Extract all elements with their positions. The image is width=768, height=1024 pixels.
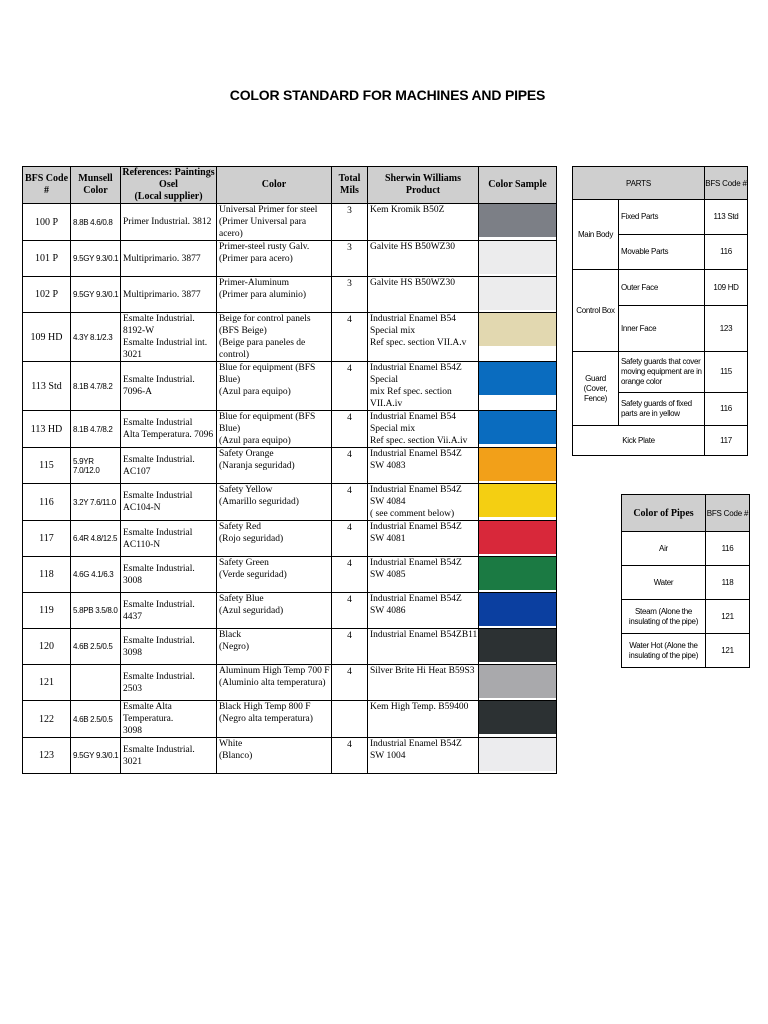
color-line1: Safety Red <box>219 522 261 532</box>
table-row <box>23 241 557 277</box>
sherwin-cell <box>368 362 479 411</box>
color-swatch <box>479 738 556 771</box>
color-swatch <box>479 521 556 554</box>
group-guard: Guard (Cover, Fence) <box>573 352 619 426</box>
color-sample-cell <box>479 362 557 411</box>
mils-cell: 4 <box>332 362 368 411</box>
color-sample-cell <box>479 665 557 701</box>
color-line2: (Aluminio alta temperatura) <box>219 678 326 688</box>
sherwin-line2: mix Ref spec. section VII.A.iv <box>370 387 452 409</box>
color-line2: (Negro alta temperatura) <box>219 714 313 724</box>
color-swatch <box>479 448 556 481</box>
reference-cell <box>121 557 217 593</box>
color-sample-cell <box>479 204 557 241</box>
sherwin-cell <box>368 738 479 774</box>
header-references <box>121 167 217 204</box>
part-label: Outer Face <box>619 270 705 306</box>
color-line1: Beige for control panels (BFS Beige) <box>219 314 311 336</box>
sherwin-cell <box>368 241 479 277</box>
sherwin-line1: Industrial Enamel B54 Special mix <box>370 412 457 434</box>
pipes-header-color: Color of Pipes <box>622 495 706 532</box>
reference-line1: Esmalte Industrial. 3021 <box>123 744 195 767</box>
reference-line1: Esmalte Industrial. 8192-W <box>123 314 195 336</box>
reference-line1: Multiprimario. 3877 <box>123 253 201 264</box>
color-standard-table <box>22 166 557 774</box>
sherwin-line1: Kem Kromik B50Z <box>370 205 445 215</box>
color-line2: (Verde seguridad) <box>219 570 287 580</box>
reference-line1: Esmalte Industrial. 4437 <box>123 599 195 622</box>
header-references-line1: References: Paintings Osel <box>122 167 215 190</box>
munsell-cell: 5.8PB 3.5/8.0 <box>71 593 121 629</box>
color-cell <box>217 204 332 241</box>
header-bfs-code: BFS Code # <box>23 167 71 204</box>
pipes-header-row <box>622 495 750 532</box>
color-line1: Black High Temp 800 F <box>219 702 311 712</box>
munsell-cell: 8.1B 4.7/8.2 <box>71 411 121 448</box>
munsell-cell: 9.5GY 9.3/0.1 <box>71 738 121 774</box>
color-swatch <box>479 557 556 590</box>
parts-header-parts: PARTS <box>573 167 705 200</box>
color-swatch <box>479 362 556 395</box>
color-line1: White <box>219 739 243 749</box>
mils-cell: 4 <box>332 665 368 701</box>
bfs-code-cell: 101 P <box>23 241 71 277</box>
mils-cell: 3 <box>332 241 368 277</box>
part-code: 115 <box>705 352 748 393</box>
reference-line1: Esmalte Alta Temperatura. <box>123 702 174 724</box>
bfs-code-cell: 109 HD <box>23 313 71 362</box>
reference-cell <box>121 411 217 448</box>
mils-cell: 4 <box>332 629 368 665</box>
pipe-label: Water <box>622 566 706 600</box>
color-sample-cell <box>479 484 557 521</box>
mils-cell: 4 <box>332 738 368 774</box>
table-row <box>622 600 750 634</box>
mils-cell: 4 <box>332 411 368 448</box>
reference-line1: Esmalte Industrial. 2503 <box>123 671 195 694</box>
pipe-label: Air <box>622 532 706 566</box>
part-label: Inner Face <box>619 306 705 352</box>
mils-cell: 3 <box>332 277 368 313</box>
color-line1: Primer-Aluminum <box>219 278 289 288</box>
color-sample-cell <box>479 521 557 557</box>
mils-cell: 4 <box>332 448 368 484</box>
bfs-code-cell: 120 <box>23 629 71 665</box>
table-row <box>23 738 557 774</box>
color-cell <box>217 593 332 629</box>
parts-header-row <box>573 167 748 200</box>
table-row <box>622 532 750 566</box>
table-row <box>573 352 748 393</box>
color-line1: Blue for equipment (BFS Blue) <box>219 363 316 385</box>
sherwin-line1: Industrial Enamel B54Z SW 4085 <box>370 558 462 580</box>
reference-cell <box>121 629 217 665</box>
header-munsell: Munsell Color <box>71 167 121 204</box>
sherwin-line2: Ref spec. section Vii.A.iv <box>370 436 468 446</box>
parts-header-bfs: BFS Code # <box>705 167 748 200</box>
reference-cell <box>121 665 217 701</box>
sherwin-line1: Silver Brite Hi Heat B59S3 <box>370 666 475 676</box>
header-color: Color <box>217 167 332 204</box>
color-cell <box>217 521 332 557</box>
reference-cell <box>121 448 217 484</box>
part-code: 116 <box>705 235 748 270</box>
color-line2: (Azul seguridad) <box>219 606 284 616</box>
table-row <box>23 665 557 701</box>
header-sherwin: Sherwin Williams Product <box>368 167 479 204</box>
reference-cell <box>121 313 217 362</box>
sherwin-cell <box>368 411 479 448</box>
color-line2: (Rojo seguridad) <box>219 534 284 544</box>
color-swatch <box>479 593 556 626</box>
part-label: Fixed Parts <box>619 200 705 235</box>
sherwin-line1: Galvite HS B50WZ30 <box>370 242 455 252</box>
table-row <box>622 634 750 668</box>
table-row <box>23 521 557 557</box>
table-row <box>23 701 557 738</box>
color-swatch <box>479 665 556 698</box>
munsell-cell: 3.2Y 7.6/11.0 <box>71 484 121 521</box>
color-line2: (Primer Universal para acero) <box>219 217 307 239</box>
table-row <box>573 200 748 235</box>
reference-line1: Esmalte Industrial. AC107 <box>123 454 195 477</box>
color-sample-cell <box>479 448 557 484</box>
part-label: Safety guards that cover moving equipment are in orange color <box>619 352 705 393</box>
header-sample: Color Sample <box>479 167 557 204</box>
color-line2: (Azul para equipo) <box>219 387 291 397</box>
color-line2: (Amarillo seguridad) <box>219 497 299 507</box>
sherwin-cell <box>368 521 479 557</box>
sherwin-cell <box>368 557 479 593</box>
color-line1: Safety Green <box>219 558 269 568</box>
reference-line1: Esmalte Industrial. 3008 <box>123 563 195 586</box>
munsell-cell: 5.9YR 7.0/12.0 <box>71 448 121 484</box>
bfs-code-cell: 119 <box>23 593 71 629</box>
color-sample-cell <box>479 701 557 738</box>
table-row <box>622 566 750 600</box>
color-sample-cell <box>479 557 557 593</box>
munsell-cell: 9.5GY 9.3/0.1 <box>71 241 121 277</box>
color-cell <box>217 557 332 593</box>
bfs-code-cell: 113 Std <box>23 362 71 411</box>
table-row <box>573 270 748 306</box>
table-row <box>23 313 557 362</box>
munsell-cell: 8.8B 4.6/0.8 <box>71 204 121 241</box>
mils-cell: 4 <box>332 593 368 629</box>
bfs-code-cell: 122 <box>23 701 71 738</box>
pipe-code: 118 <box>706 566 750 600</box>
color-sample-cell <box>479 313 557 362</box>
header-total-mils: Total Mils <box>332 167 368 204</box>
color-swatch <box>479 411 556 444</box>
color-line1: Safety Blue <box>219 594 264 604</box>
reference-cell <box>121 521 217 557</box>
table-row <box>23 204 557 241</box>
reference-cell <box>121 701 217 738</box>
mils-cell: 4 <box>332 313 368 362</box>
table-row <box>23 593 557 629</box>
sherwin-cell <box>368 277 479 313</box>
reference-cell <box>121 277 217 313</box>
color-swatch <box>479 241 556 274</box>
sherwin-line1: Industrial Enamel B54Z SW 4086 <box>370 594 462 616</box>
table-row <box>23 629 557 665</box>
table-row <box>23 277 557 313</box>
munsell-cell: 4.3Y 8.1/2.3 <box>71 313 121 362</box>
reference-cell <box>121 738 217 774</box>
reference-cell <box>121 241 217 277</box>
color-line2: (Negro) <box>219 642 250 652</box>
part-label: Movable Parts <box>619 235 705 270</box>
pipes-rows <box>622 532 750 668</box>
part-code: 123 <box>705 306 748 352</box>
sherwin-cell <box>368 313 479 362</box>
color-swatch <box>479 484 556 517</box>
color-cell <box>217 484 332 521</box>
color-line1: Black <box>219 630 242 640</box>
pipe-code: 116 <box>706 532 750 566</box>
color-standard-rows <box>23 204 557 774</box>
mils-cell: 3 <box>332 204 368 241</box>
pipes-header-bfs: BFS Code # <box>706 495 750 532</box>
mils-cell: 4 <box>332 521 368 557</box>
pipe-label: Steam (Alone the insulating of the pipe) <box>622 600 706 634</box>
bfs-code-cell: 113 HD <box>23 411 71 448</box>
sherwin-cell <box>368 593 479 629</box>
color-sample-cell <box>479 738 557 774</box>
reference-cell <box>121 593 217 629</box>
reference-line1: Multiprimario. 3877 <box>123 289 201 300</box>
group-control-box: Control Box <box>573 270 619 352</box>
reference-line2: 3098 <box>123 726 142 736</box>
bfs-code-cell: 102 P <box>23 277 71 313</box>
color-line2: (Primer para aluminio) <box>219 290 307 300</box>
bfs-code-cell: 116 <box>23 484 71 521</box>
color-cell <box>217 629 332 665</box>
bfs-code-cell: 100 P <box>23 204 71 241</box>
sherwin-cell <box>368 701 479 738</box>
color-swatch <box>479 313 556 346</box>
sherwin-line1: Industrial Enamel B54Z SW 4083 <box>370 449 462 471</box>
sherwin-cell <box>368 484 479 521</box>
color-cell <box>217 738 332 774</box>
color-swatch <box>479 629 556 662</box>
color-sample-cell <box>479 241 557 277</box>
color-swatch <box>479 701 556 734</box>
sherwin-line1: Industrial Enamel B54ZB11 <box>370 630 478 640</box>
color-line1: Aluminum High Temp 700 F <box>219 666 330 676</box>
color-cell <box>217 313 332 362</box>
sherwin-line1: Kem High Temp. B59400 <box>370 702 469 712</box>
page-title: COLOR STANDARD FOR MACHINES AND PIPES <box>229 87 546 103</box>
color-swatch <box>479 204 556 237</box>
sherwin-cell <box>368 204 479 241</box>
table-row <box>23 484 557 521</box>
sherwin-cell <box>368 448 479 484</box>
color-cell <box>217 241 332 277</box>
color-line2: (Blanco) <box>219 751 253 761</box>
pipe-code: 121 <box>706 634 750 668</box>
mils-cell: 4 <box>332 557 368 593</box>
sherwin-line1: Industrial Enamel B54Z SW 4084 <box>370 485 462 507</box>
sherwin-line2: ( see comment below) <box>370 509 455 519</box>
table-row <box>23 557 557 593</box>
reference-line2: Alta Temperatura. 7096 <box>123 430 214 440</box>
pipe-code: 121 <box>706 600 750 634</box>
parts-table <box>572 166 748 456</box>
munsell-cell: 4.6B 2.5/0.5 <box>71 701 121 738</box>
bfs-code-cell: 118 <box>23 557 71 593</box>
part-label: Safety guards of fixed parts are in yellow <box>619 393 705 426</box>
sherwin-line2: Ref spec. section VII.A.v <box>370 338 467 348</box>
table-row <box>23 362 557 411</box>
group-main-body: Main Body <box>573 200 619 270</box>
color-cell <box>217 411 332 448</box>
munsell-cell: 6.4R 4.8/12.5 <box>71 521 121 557</box>
sherwin-line1: Industrial Enamel B54Z SW 4081 <box>370 522 462 544</box>
munsell-cell: 4.6B 2.5/0.5 <box>71 629 121 665</box>
color-line2: (Naranja seguridad) <box>219 461 295 471</box>
part-code: 117 <box>705 426 748 456</box>
munsell-cell: 8.1B 4.7/8.2 <box>71 362 121 411</box>
color-line2: (Azul para equipo) <box>219 436 291 446</box>
sherwin-line1: Industrial Enamel B54Z SW 1004 <box>370 739 462 761</box>
color-cell <box>217 665 332 701</box>
sherwin-line1: Galvite HS B50WZ30 <box>370 278 455 288</box>
color-cell <box>217 448 332 484</box>
pipes-table <box>621 494 750 668</box>
reference-line1: Esmalte Industrial AC104-N <box>123 491 193 513</box>
table-row <box>23 448 557 484</box>
part-code: 116 <box>705 393 748 426</box>
munsell-cell: 9.5GY 9.3/0.1 <box>71 277 121 313</box>
sherwin-line1: Industrial Enamel B54Z Special <box>370 363 462 385</box>
header-references-line2: (Local supplier) <box>134 191 203 202</box>
color-line1: Safety Yellow <box>219 485 273 495</box>
color-line1: Universal Primer for steel <box>219 205 318 215</box>
sherwin-cell <box>368 629 479 665</box>
color-line1: Safety Orange <box>219 449 274 459</box>
part-code: 113 Std <box>705 200 748 235</box>
color-swatch <box>479 277 556 310</box>
color-cell <box>217 277 332 313</box>
table-row <box>23 411 557 448</box>
color-line1: Blue for equipment (BFS Blue) <box>219 412 316 434</box>
table-row <box>573 426 748 456</box>
mils-cell <box>332 701 368 738</box>
reference-line2: Esmalte Industrial int. 3021 <box>123 338 208 360</box>
color-cell <box>217 362 332 411</box>
color-line1: Primer-steel rusty Galv. <box>219 242 310 252</box>
reference-cell <box>121 362 217 411</box>
color-sample-cell <box>479 593 557 629</box>
group-kick-plate: Kick Plate <box>573 426 705 456</box>
reference-line1: Esmalte Industrial AC110-N <box>123 527 193 550</box>
color-line2: (Beige para paneles de control) <box>219 338 306 360</box>
color-sample-cell <box>479 411 557 448</box>
color-sample-cell <box>479 629 557 665</box>
reference-line1: Esmalte Industrial. 3098 <box>123 635 195 658</box>
reference-line1: Esmalte Industrial <box>123 418 193 428</box>
mils-cell: 4 <box>332 484 368 521</box>
munsell-cell <box>71 665 121 701</box>
reference-line1: Esmalte Industrial. 7096-A <box>123 375 195 397</box>
color-line2: (Primer para acero) <box>219 254 293 264</box>
part-code: 109 HD <box>705 270 748 306</box>
table-header-row <box>23 167 557 204</box>
sherwin-line1: Industrial Enamel B54 Special mix <box>370 314 457 336</box>
bfs-code-cell: 117 <box>23 521 71 557</box>
reference-cell <box>121 204 217 241</box>
sherwin-cell <box>368 665 479 701</box>
reference-cell <box>121 484 217 521</box>
color-sample-cell <box>479 277 557 313</box>
munsell-cell: 4.6G 4.1/6.3 <box>71 557 121 593</box>
bfs-code-cell: 123 <box>23 738 71 774</box>
pipe-label: Water Hot (Alone the insulating of the pipe) <box>622 634 706 668</box>
color-cell <box>217 701 332 738</box>
bfs-code-cell: 121 <box>23 665 71 701</box>
reference-line1: Primer Industrial. 3812 <box>123 217 212 227</box>
bfs-code-cell: 115 <box>23 448 71 484</box>
